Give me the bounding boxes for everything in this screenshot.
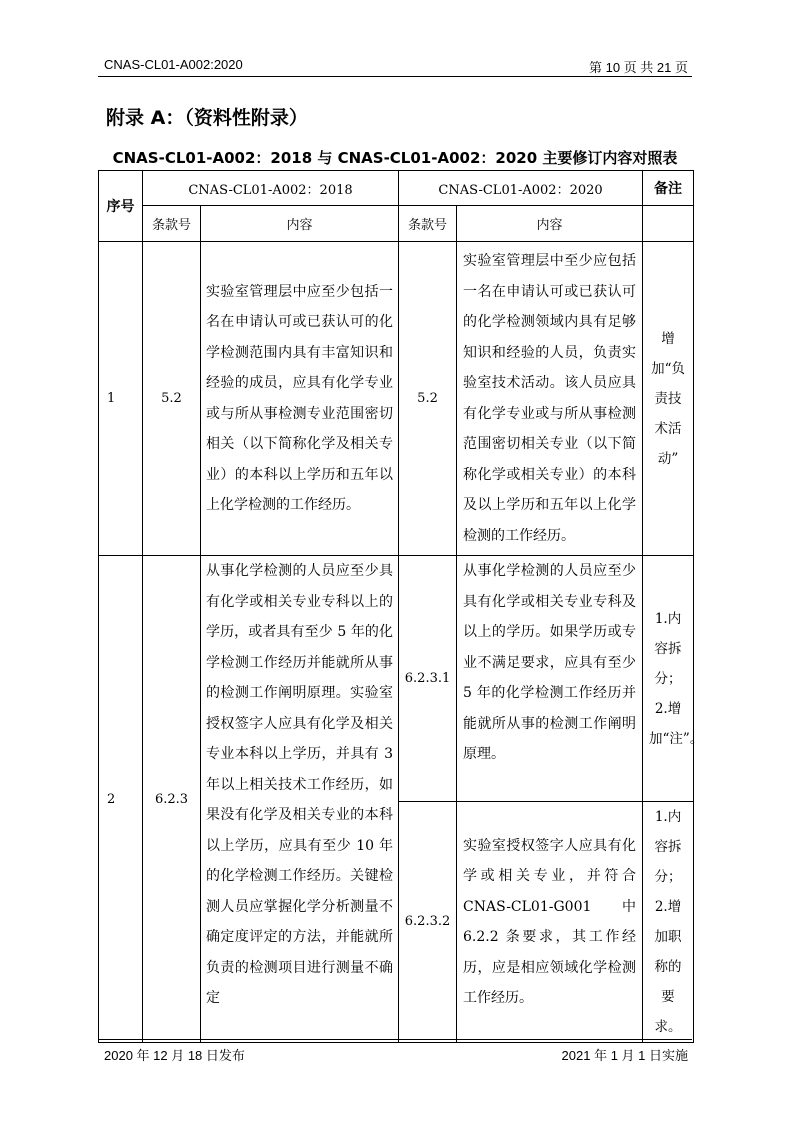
header-doc-code: CNAS-CL01-A002:2020 — [104, 57, 243, 72]
col-old-header: CNAS-CL01-A002：2018 — [143, 171, 399, 206]
old-clause: 6.2.3 — [143, 556, 201, 1043]
new-content: 实验室授权签字人应具有化学或相关专业，并符合 CNAS-CL01-G001 中 6.2.2 条要求，其工作经历，应是相应领域化学检测工作经历。 — [457, 802, 643, 1043]
table-subheader-row — [99, 206, 694, 242]
row-note: 1.内容拆分；2.增加职称的要求。 — [643, 802, 694, 1043]
header-divider — [98, 76, 692, 77]
old-clause: 5.2 — [143, 242, 201, 556]
row-note: 增加“负责技术活动” — [643, 242, 694, 556]
new-content: 实验室管理层中至少应包括一名在申请认可或已获认可的化学检测领域内具有足够知识和经验的人员，负责实验室技术活动。该人员应具有化学专业或与所从事检测范围密切相关专业（以下简称化学或相关专业）的本科及以上学历和五年以上化学检测的工作经历。 — [457, 242, 643, 556]
new-clause: 6.2.3.1 — [399, 556, 457, 802]
footer-issue-date: 2020 年 12 月 18 日发布 — [104, 1048, 245, 1063]
table-header-row — [99, 171, 694, 206]
appendix-title: 附录 A：（资料性附录） — [106, 107, 308, 129]
old-content: 从事化学检测的人员应至少具有化学或相关专业专科以上的学历，或者具有至少 5 年的化学检测工作经历并能就所从事的检测工作阐明原理。实验室授权签字人应具有化学及相关专业本科以上学历，并具有 3 年以上相关技术工作经历，如果没有化学及相关专业的本科以上学历，应具有至少 10 年的化学检测工作经历。关键检测人员应掌握化学分析测量不确定度评定的方法，并能就所负责的检测项目进行测量不确定 — [201, 556, 399, 1043]
footer-divider — [98, 1039, 692, 1040]
old-content-header: 内容 — [201, 206, 399, 242]
row-seq: 1 — [99, 242, 143, 556]
new-content-header: 内容 — [457, 206, 643, 242]
col-note-header: 备注 — [643, 171, 694, 206]
col-seq-header: 序号 — [99, 171, 143, 242]
note-subheader-empty — [643, 206, 694, 242]
row-seq: 2 — [99, 556, 143, 1043]
table-title: CNAS-CL01-A002：2018 与 CNAS-CL01-A002：2020 主要修订内容对照表 — [112, 149, 678, 167]
new-clause: 6.2.3.2 — [399, 802, 457, 1043]
header-page-info: 第 10 页 共 21 页 — [589, 60, 688, 75]
new-clause-header: 条款号 — [399, 206, 457, 242]
row-note: 1.内容拆分；2.增加“注”。 — [643, 556, 694, 802]
old-clause-header: 条款号 — [143, 206, 201, 242]
table-row — [99, 242, 694, 556]
new-content: 从事化学检测的人员应至少具有化学或相关专业专科及以上的学历。如果学历或专业不满足要求，应具有至少 5 年的化学检测工作经历并能就所从事的检测工作阐明原理。 — [457, 556, 643, 802]
col-new-header: CNAS-CL01-A002：2020 — [399, 171, 643, 206]
new-clause: 5.2 — [399, 242, 457, 556]
table-row — [99, 556, 694, 802]
old-content: 实验室管理层中应至少包括一名在申请认可或已获认可的化学检测范围内具有丰富知识和经验的成员，应具有化学专业或与所从事检测专业范围密切相关（以下简称化学及相关专业）的本科以上学历和五年以上化学检测的工作经历。 — [201, 242, 399, 556]
footer-effective-date: 2021 年 1 月 1 日实施 — [561, 1048, 688, 1063]
comparison-table — [98, 170, 704, 1043]
